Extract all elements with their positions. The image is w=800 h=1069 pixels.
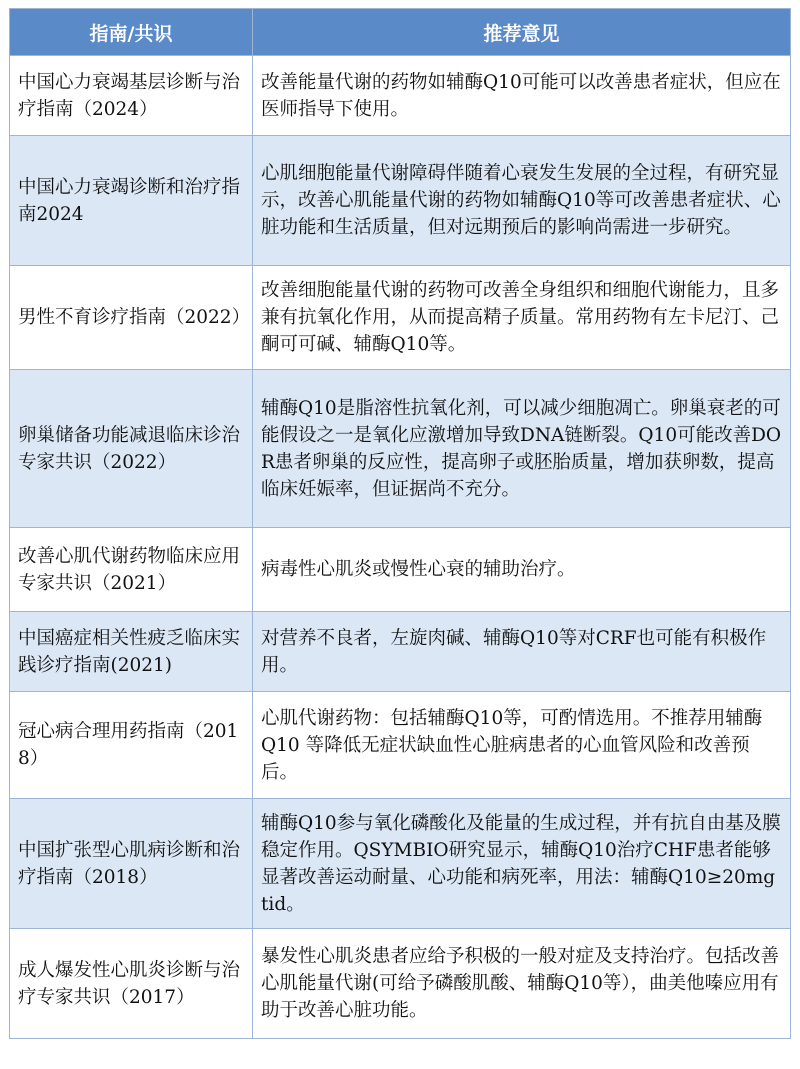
table-header-row — [10, 9, 791, 56]
guideline-table — [9, 8, 791, 1039]
guideline-cell: 中国癌症相关性疲乏临床实践诊疗指南(2021) — [10, 612, 253, 692]
table-row — [10, 136, 791, 266]
guideline-cell: 冠心病合理用药指南（2018） — [10, 692, 253, 799]
recommendation-cell: 辅酶Q10是脂溶性抗氧化剂，可以减少细胞凋亡。卵巢衰老的可能假设之一是氧化应激增加导致DNA链断裂。Q10可能改善DOR患者卵巢的反应性，提高卵子或胚胎质量，增加获卵数，提高临床妊娠率，但证据尚不充分。 — [253, 370, 791, 528]
guideline-cell: 卵巢储备功能减退临床诊治专家共识（2022） — [10, 370, 253, 528]
header-recommendation: 推荐意见 — [253, 9, 791, 56]
recommendation-cell: 心肌细胞能量代谢障碍伴随着心衰发生发展的全过程，有研究显示，改善心肌能量代谢的药物如辅酶Q10等可改善患者症状、心脏功能和生活质量，但对远期预后的影响尚需进一步研究。 — [253, 136, 791, 266]
table-row — [10, 799, 791, 929]
recommendation-cell: 心肌代谢药物：包括辅酶Q10等，可酌情选用。不推荐用辅酶 Q10 等降低无症状缺血性心脏病患者的心血管风险和改善预后。 — [253, 692, 791, 799]
table-row — [10, 56, 791, 136]
guideline-cell: 男性不育诊疗指南（2022） — [10, 266, 253, 370]
table-row — [10, 266, 791, 370]
table-row — [10, 612, 791, 692]
header-guideline: 指南/共识 — [10, 9, 253, 56]
recommendation-cell: 改善能量代谢的药物如辅酶Q10可能可以改善患者症状，但应在医师指导下使用。 — [253, 56, 791, 136]
guideline-cell: 成人爆发性心肌炎诊断与治疗专家共识（2017） — [10, 929, 253, 1039]
table-row — [10, 370, 791, 528]
table-row — [10, 692, 791, 799]
guideline-cell: 中国心力衰竭诊断和治疗指南2024 — [10, 136, 253, 266]
recommendation-cell: 辅酶Q10参与氧化磷酸化及能量的生成过程，并有抗自由基及膜稳定作用。QSYMBIO研究显示，辅酶Q10治疗CHF患者能够显著改善运动耐量、心功能和病死率，用法：辅酶Q10≥20mg tid。 — [253, 799, 791, 929]
recommendation-cell: 病毒性心肌炎或慢性心衰的辅助治疗。 — [253, 528, 791, 612]
recommendation-cell: 暴发性心肌炎患者应给予积极的一般对症及支持治疗。包括改善心肌能量代谢(可给予磷酸肌酸、辅酶Q10等），曲美他嗪应用有助于改善心脏功能。 — [253, 929, 791, 1039]
guideline-cell: 中国心力衰竭基层诊断与治疗指南（2024） — [10, 56, 253, 136]
recommendation-cell: 对营养不良者，左旋肉碱、辅酶Q10等对CRF也可能有积极作用。 — [253, 612, 791, 692]
table-row — [10, 929, 791, 1039]
table-row — [10, 528, 791, 612]
recommendation-cell: 改善细胞能量代谢的药物可改善全身组织和细胞代谢能力，且多兼有抗氧化作用，从而提高精子质量。常用药物有左卡尼汀、己酮可可碱、辅酶Q10等。 — [253, 266, 791, 370]
guideline-cell: 改善心肌代谢药物临床应用专家共识（2021） — [10, 528, 253, 612]
guideline-cell: 中国扩张型心肌病诊断和治疗指南（2018） — [10, 799, 253, 929]
